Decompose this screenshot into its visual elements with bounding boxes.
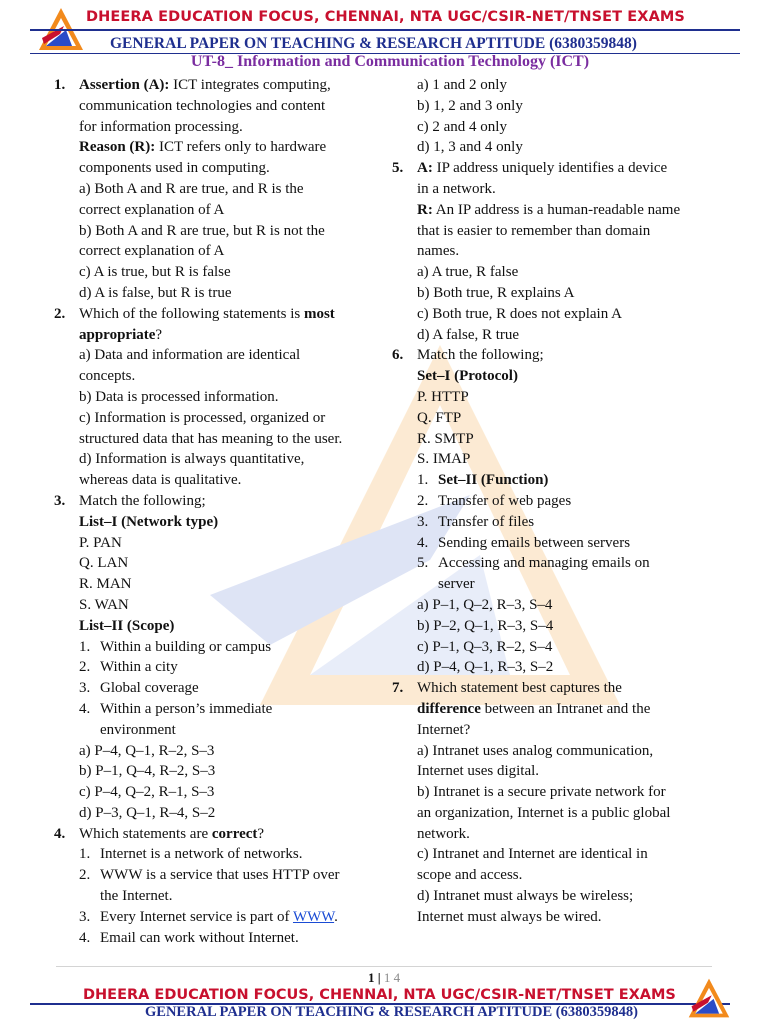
set-1-item: S. IMAP: [417, 451, 471, 468]
stem-emphasis: correct: [211, 825, 258, 842]
assertion-label: Assertion (A):: [79, 77, 170, 93]
option-c: structured data that has meaning to the user.: [79, 430, 343, 447]
set-2-item: server: [438, 576, 475, 593]
option-b: b) P–2, Q–1, R–3, S–4: [417, 617, 554, 634]
set-1-item: R. SMTP: [417, 430, 474, 447]
option-a: a) P–1, Q–2, R–3, S–4: [417, 596, 553, 613]
assertion-label: A:: [417, 160, 433, 177]
option-a: a) Both A and R are true, and R is the: [79, 180, 304, 197]
footer-institute: DHEERA EDUCATION FOCUS, CHENNAI, NTA UGC/CSIR-NET/TNSET EXAMS: [83, 987, 676, 1003]
option-d: Internet must always be wired.: [417, 908, 602, 925]
triangle-logo-icon: [686, 976, 732, 1020]
option-c: c) A is true, but R is false: [79, 264, 231, 281]
page-number: 1 | 1 4: [367, 970, 401, 985]
set-2-title: 1. Set–II (Function): [417, 472, 549, 489]
option-d: d) P–3, Q–1, R–4, S–2: [79, 804, 216, 821]
question-number: 7.: [392, 680, 404, 697]
option-d: d) 1, 3 and 4 only: [417, 139, 523, 156]
option-d: d) A false, R true: [417, 326, 520, 343]
option-b: an organization, Internet is a public global: [417, 804, 671, 821]
question-number: 2.: [54, 305, 66, 322]
option-c: c) Intranet and Internet are identical in: [417, 846, 648, 863]
option-b: b) Data is processed information.: [79, 388, 279, 405]
reason-text: components used in computing.: [79, 160, 270, 177]
option-d: d) Intranet must always be wireless;: [417, 888, 634, 905]
list-2-item: environment: [100, 721, 176, 738]
option-a: a) Intranet uses analog communication,: [417, 742, 654, 759]
question-stem: Match the following;: [79, 492, 206, 509]
question-stem: ?: [155, 326, 163, 343]
header-institute: DHEERA EDUCATION FOCUS, CHENNAI, NTA UGC/CSIR-NET/TNSET EXAMS: [86, 9, 685, 25]
statement-item: 3. Every Internet service is part of WWW.: [79, 908, 338, 925]
set-2-item: 2. Transfer of web pages: [417, 492, 572, 509]
assertion-text: IP address uniquely identifies a device: [432, 160, 668, 177]
option-a: a) 1 and 2 only: [417, 77, 507, 93]
option-a: a) Data and information are identical: [79, 347, 301, 364]
list-2-item: 4. Within a person’s immediate: [79, 700, 273, 717]
unit-title: UT-8_ Information and Communication Technology (ICT): [190, 53, 590, 70]
option-b: b) Intranet is a secure private network for: [417, 784, 666, 801]
question-number: 6.: [392, 347, 404, 364]
reason-label: Reason (R):: [79, 139, 156, 156]
left-column: [54, 75, 384, 948]
option-c: c) P–1, Q–3, R–2, S–4: [417, 638, 553, 655]
statement-item: 1. Internet is a network of networks.: [79, 846, 303, 863]
option-d: d) Information is always quantitative,: [79, 451, 305, 468]
option-b: b) Both A and R are true, but R is not the: [79, 222, 325, 239]
question-stem: Internet?: [417, 721, 471, 738]
option-d: d) A is false, but R is true: [79, 284, 232, 301]
set-1-item: Q. FTP: [417, 409, 462, 426]
set-2-item: 3. Transfer of files: [417, 513, 535, 530]
footer-paper: GENERAL PAPER ON TEACHING & RESEARCH APTITUDE (6380359848): [145, 1004, 638, 1020]
set-1-item: P. HTTP: [417, 388, 469, 405]
assertion-text: in a network.: [417, 180, 496, 197]
list-1-item: S. WAN: [79, 596, 129, 613]
question-stem: Match the following;: [417, 347, 544, 364]
assertion-text: communication technologies and content: [79, 97, 326, 114]
option-c: c) 2 and 4 only: [417, 118, 507, 135]
question-number: 5.: [392, 160, 404, 177]
option-b: b) 1, 2 and 3 only: [417, 97, 523, 114]
option-a: correct explanation of A: [79, 201, 225, 218]
question-stem: Which of the following statements is: [79, 305, 304, 322]
assertion-text: ICT integrates computing,: [169, 77, 331, 93]
question-1: [54, 75, 384, 304]
question-3: [54, 491, 384, 824]
question-number: 1.: [54, 77, 66, 93]
set-2-item: 5. Accessing and managing emails on: [417, 555, 650, 572]
reason-text: An IP address is a human-readable name: [432, 201, 681, 218]
option-a: a) P–4, Q–1, R–2, S–3: [79, 742, 215, 759]
statement-item: 2. WWW is a service that uses HTTP over: [79, 867, 340, 884]
stem-emphasis: difference: [417, 700, 481, 717]
option-b: b) Both true, R explains A: [417, 284, 575, 301]
header-rule-top: [30, 29, 740, 31]
statement-item: 4. Email can work without Internet.: [79, 929, 299, 946]
list-1-item: Q. LAN: [79, 555, 129, 572]
question-number: 4.: [54, 825, 66, 842]
list-1-item: P. PAN: [79, 534, 122, 551]
list-2-title: List–II (Scope): [79, 617, 175, 634]
question-6: [392, 345, 742, 678]
stem-emphasis: most: [303, 305, 335, 322]
question-5: [392, 158, 742, 345]
right-column: [392, 75, 742, 928]
set-1-title: Set–I (Protocol): [417, 368, 518, 385]
list-2-item: 1. Within a building or campus: [79, 638, 272, 655]
list-2-item: 3. Global coverage: [79, 680, 199, 697]
option-c: scope and access.: [417, 867, 523, 884]
assertion-text: for information processing.: [79, 118, 243, 135]
reason-label: R:: [417, 201, 433, 218]
stem-emphasis: appropriate: [79, 326, 156, 343]
question-2: [54, 304, 384, 491]
option-c: c) Information is processed, organized or: [79, 409, 326, 426]
statement-item: the Internet.: [100, 888, 173, 905]
question-stem: between an Intranet and the: [480, 700, 651, 717]
option-a: a) A true, R false: [417, 264, 519, 281]
option-a: Internet uses digital.: [417, 763, 540, 780]
question-7: [392, 678, 742, 928]
option-b: b) P–1, Q–4, R–2, S–3: [79, 763, 216, 780]
option-c: c) P–4, Q–2, R–1, S–3: [79, 784, 215, 801]
reason-text: that is easier to remember than domain: [417, 222, 651, 239]
question-4: 4. Which statements are correct? 1. Internet is a network of networks. 2. WWW is a service that uses HTTP over the Internet. 3. Every Internet service is part of WWW. 4. Email can work without Internet.: [54, 824, 384, 949]
option-b: correct explanation of A: [79, 243, 225, 260]
set-2-item: 4. Sending emails between servers: [417, 534, 631, 551]
list-1-title: List–I (Network type): [79, 513, 219, 530]
question-stem: Which statement best captures the: [417, 680, 622, 697]
reason-text: ICT refers only to hardware: [155, 139, 327, 156]
option-b: network.: [417, 825, 470, 842]
reason-text: names.: [417, 243, 460, 260]
question-4-options: [392, 75, 742, 158]
header-paper: GENERAL PAPER ON TEACHING & RESEARCH APTITUDE (6380359848): [110, 35, 637, 52]
question-number: 3.: [54, 492, 66, 509]
www-link[interactable]: WWW: [292, 908, 335, 925]
list-1-item: R. MAN: [79, 576, 132, 593]
option-c: c) Both true, R does not explain A: [417, 305, 622, 322]
question-stem: Which statements are: [79, 825, 212, 842]
option-d: d) P–4, Q–1, R–3, S–2: [417, 659, 554, 676]
list-2-item: 2. Within a city: [79, 659, 178, 676]
option-a: concepts.: [79, 368, 136, 385]
footer-rule: [56, 966, 712, 967]
option-d: whereas data is qualitative.: [79, 472, 242, 489]
